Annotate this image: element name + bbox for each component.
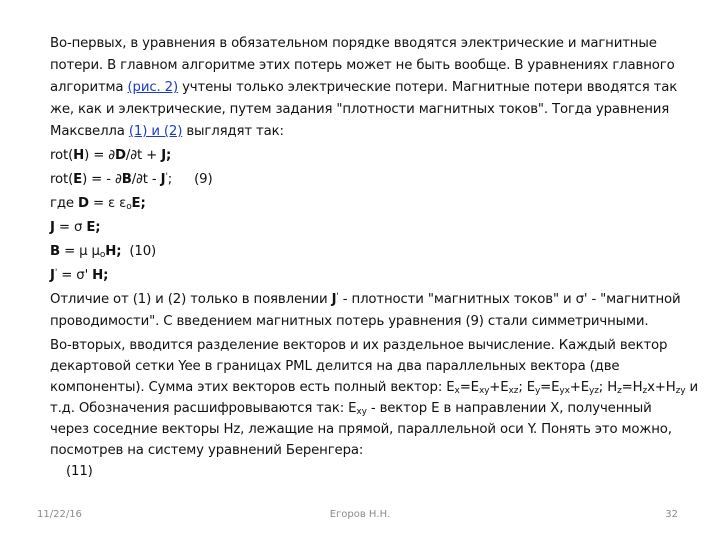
eq-text: ) = - ∂	[82, 172, 122, 187]
intro-paragraph	[50, 33, 680, 143]
intro-line-4: же, как и электрические, путем задания "плотности магнитных токов". Тогда уравнения	[50, 102, 670, 117]
second-line-4	[50, 398, 680, 419]
eq-text: rot(	[50, 172, 74, 187]
text: - плотности "магнитных токов" и σ' - "магнитной	[338, 292, 681, 307]
text: +H	[654, 380, 676, 395]
subscript: z	[642, 386, 648, 396]
equation-11-line	[50, 461, 680, 482]
intro-text: алгоритма	[50, 80, 128, 95]
second-paragraph	[50, 335, 698, 482]
equations-1-2-link[interactable]: (1) и (2)	[128, 124, 183, 139]
second-line-6: посмотрев на систему уравнений Беренгера:	[50, 443, 364, 458]
equation-rot-h	[50, 145, 680, 167]
eq-text: rot(	[50, 148, 74, 163]
difference-line-2: проводимости". С введением магнитных потерь уравнения (9) стали симметричными.	[50, 314, 649, 329]
eq-var: E	[73, 172, 83, 187]
difference-paragraph	[50, 289, 680, 333]
text: компоненты). Сумма этих векторов есть полный вектор: E	[50, 380, 455, 395]
second-line-5: через соседние векторы Hz, лежащие на прямой, параллельной оси Y. Понять это можно,	[50, 422, 672, 437]
eq-subscript: o	[99, 250, 106, 260]
difference-line-1	[50, 289, 680, 311]
eq-text: ;	[166, 148, 172, 163]
equation-j-magnetic	[50, 265, 680, 287]
equation-d	[50, 193, 680, 215]
eq-prime: '	[54, 268, 58, 278]
text: - вектор E в направлении X, полученный	[366, 401, 652, 416]
second-line-3	[50, 377, 698, 398]
equation-rot-e	[50, 169, 680, 191]
eq-var: H	[73, 148, 85, 163]
eq-text: ) = ∂	[84, 148, 116, 163]
equation-number: (9)	[194, 172, 213, 187]
equation-b	[50, 241, 680, 263]
eq-text: = ε ε	[88, 196, 127, 211]
intro-line-2: потери. В главном алгоритме этих потерь может не быть вообще. В уравнениях главного	[50, 58, 675, 73]
eq-text: /∂t +	[125, 148, 162, 163]
footer-date: 11/22/16	[37, 509, 82, 520]
text: =E	[459, 380, 479, 395]
eq-text: = σ'	[57, 268, 93, 283]
eq-text: ;	[140, 196, 146, 211]
eq-text: = μ μ	[60, 244, 100, 259]
intro-text: выглядят так:	[182, 124, 284, 139]
eq-var: E	[131, 196, 141, 211]
eq-var: J	[331, 292, 337, 307]
eq-text: ;	[167, 172, 173, 187]
text: т.д. Обозначения расшифровываются так: E	[50, 401, 357, 416]
eq-var: E	[86, 220, 96, 235]
eq-var: D	[78, 196, 89, 211]
subscript: xy	[356, 407, 367, 417]
intro-line-1: Во-первых, в уравнения в обязательном порядке вводятся электрические и магнитные	[50, 36, 657, 51]
subscript: zy	[675, 386, 686, 396]
intro-text: Максвелла	[50, 124, 129, 139]
eq-var: J	[50, 220, 55, 235]
equation-j	[50, 217, 680, 239]
subscript: yz	[589, 386, 599, 396]
eq-text: ;	[116, 244, 122, 259]
eq-var: B	[121, 172, 132, 187]
eq-text: /∂t -	[131, 172, 161, 187]
footer-page-number: 32	[665, 509, 678, 520]
eq-text: где	[50, 196, 78, 211]
text: x	[647, 380, 655, 395]
text: +E	[569, 380, 590, 395]
text: ; E	[518, 380, 535, 395]
second-line-2: декартовой сетки Yee в границах PML делится на два параллельных вектора (две	[50, 359, 620, 374]
intro-text: учтены только электрические потери. Магнитные потери вводятся так	[178, 80, 678, 95]
intro-line-3	[50, 77, 680, 99]
eq-var: B	[50, 244, 60, 259]
eq-text: = σ	[54, 220, 87, 235]
equation-number: (11)	[66, 464, 93, 479]
equation-number: (10)	[129, 244, 157, 259]
text: +E	[489, 380, 509, 395]
text: =H	[621, 380, 643, 395]
intro-line-5	[50, 121, 680, 143]
eq-var: D	[115, 148, 126, 163]
second-line-1: Во-вторых, вводится разделение векторов и их раздельное вычисление. Каждый вектор	[50, 338, 668, 353]
text: Отличие от (1) и (2) только в появлении	[50, 292, 332, 307]
eq-text: ;	[95, 220, 101, 235]
text: ; H	[598, 380, 618, 395]
subscript: yx	[559, 386, 570, 396]
eq-var: H	[105, 244, 117, 259]
subscript: x	[454, 386, 460, 396]
eq-subscript: o	[126, 202, 132, 212]
eq-var: J	[160, 172, 166, 187]
slide-body	[50, 33, 698, 484]
subscript: xy	[478, 386, 490, 396]
eq-prime: '	[165, 172, 168, 182]
eq-text: ;	[103, 268, 109, 283]
subscript: z	[617, 386, 622, 396]
footer-author: Егоров Н.Н.	[329, 509, 391, 520]
subscript: y	[534, 386, 541, 396]
text: =E	[540, 380, 560, 395]
eq-var: J	[161, 148, 166, 163]
eq-prime: '	[336, 292, 339, 302]
eq-var: J	[50, 268, 55, 283]
text: и	[685, 380, 698, 395]
figure-2-link[interactable]: (рис. 2)	[127, 80, 178, 95]
subscript: xz	[508, 386, 519, 396]
eq-var: H	[92, 268, 104, 283]
